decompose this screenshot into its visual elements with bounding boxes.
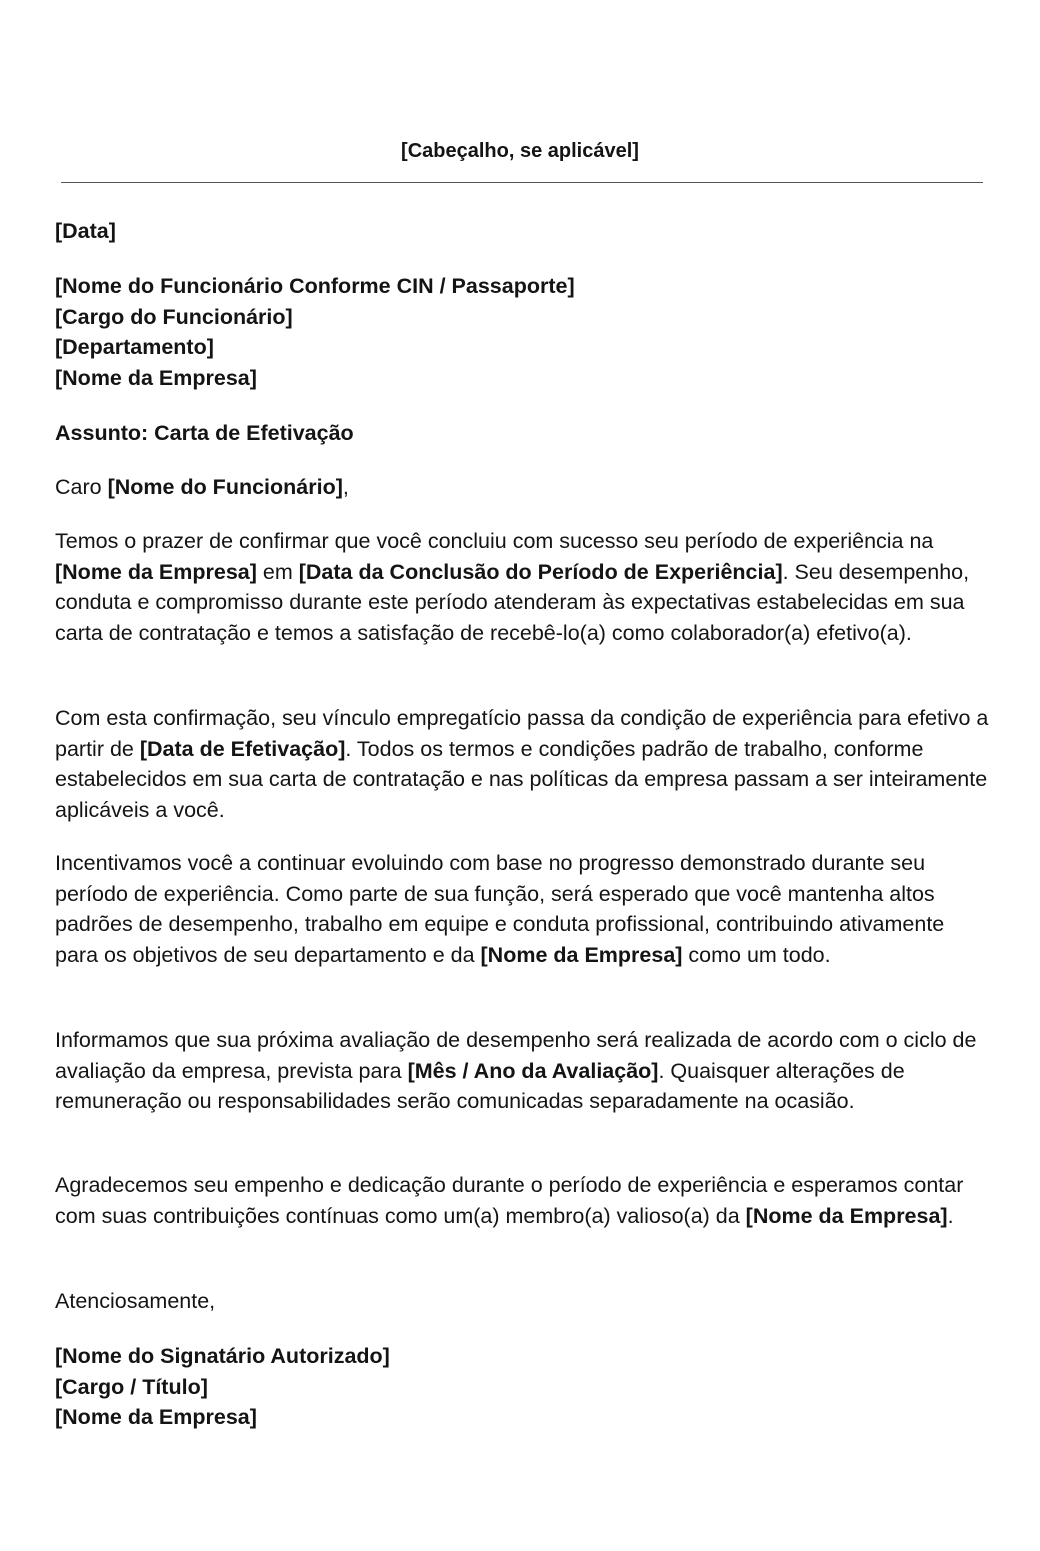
paragraph-evaluation (55, 1025, 990, 1117)
paragraph3-text-1: Incentivamos você a continuar evoluindo com base no progresso demonstrado durante seu período de experiência. Como parte de sua função, será esperado que você mantenha altos padrões de desempenho, trabalho em equipe e conduta profissional, contribuindo ativamente para os objetivos de seu departamento e da (55, 851, 945, 967)
paragraph2-text-2: . Todos os termos e condições padrão de trabalho, conforme estabelecidos em sua carta de contratação e nas políticas da empresa passam a ser inteiramente aplicáveis a você. (55, 736, 988, 822)
letter-header: [Cabeçalho, se aplicável] (401, 140, 639, 162)
salutation-name: [Nome do Funcionário] (107, 475, 343, 499)
recipient-company: [Nome da Empresa] (55, 365, 257, 390)
recipient-block (55, 271, 990, 393)
paragraph5-company: [Nome da Empresa] (745, 1203, 948, 1228)
signatory-title: [Cargo / Título] (55, 1374, 208, 1399)
paragraph1-text-3: . Seu desempenho, conduta e compromisso durante este período atenderam às expectativas estabelecidas em sua carta de contratação e temos a satisfação de recebê-lo(a) como colaborador(a) efetivo(a). (55, 559, 970, 645)
date-placeholder: [Data] (55, 219, 116, 243)
signatory-name: [Nome do Signatário Autorizado] (55, 1344, 390, 1368)
signature-block (55, 1341, 990, 1433)
signatory-company: [Nome da Empresa] (55, 1405, 257, 1429)
paragraph1-text-2: em (256, 559, 299, 584)
paragraph-effective-status (55, 703, 990, 825)
paragraph1-date: [Data da Conclusão do Período de Experiência] (298, 559, 783, 584)
paragraph4-text-2: . Quaisquer alterações de remuneração ou responsabilidades serão comunicadas separadamente na ocasião. (55, 1058, 905, 1113)
paragraph3-text-2: como um todo. (682, 942, 831, 967)
letter-subject (55, 418, 990, 449)
paragraph1-text-1: Temos o prazer de confirmar que você concluiu com sucesso seu período de experiência na (55, 529, 934, 553)
header-divider (61, 182, 983, 183)
paragraph2-date: [Data de Efetivação] (139, 736, 346, 761)
paragraph5-text-1: Agradecemos seu empenho e dedicação durante o período de experiência e esperamos contar com suas contribuições contínuas como um(a) membro(a) valioso(a) da (55, 1173, 964, 1228)
paragraph4-period: [Mês / Ano da Avaliação] (407, 1058, 659, 1083)
paragraph-probation-completed (55, 526, 990, 648)
paragraph-expectations (55, 848, 990, 970)
recipient-department: [Departamento] (55, 335, 214, 359)
paragraph3-company: [Nome da Empresa] (480, 942, 683, 967)
paragraph-thanks (55, 1170, 990, 1231)
salutation-suffix: , (342, 475, 349, 499)
letter-salutation (55, 472, 990, 503)
letter-date (55, 216, 990, 247)
paragraph5-text-2: . (947, 1203, 954, 1228)
paragraph2-text-1: Com esta confirmação, seu vínculo empregatício passa da condição de experiência para efetivo a partir de (55, 706, 989, 761)
paragraph1-company: [Nome da Empresa] (55, 559, 257, 584)
closing-text: Atenciosamente, (55, 1289, 216, 1313)
letter-closing (55, 1286, 990, 1317)
subject-text: Assunto: Carta de Efetivação (55, 421, 354, 445)
salutation-prefix: Caro (55, 475, 108, 499)
recipient-name: [Nome do Funcionário Conforme CIN / Passaporte] (55, 274, 575, 298)
paragraph4-text-1: Informamos que sua próxima avaliação de desempenho será realizada de acordo com o ciclo de avaliação da empresa, prevista para (55, 1028, 977, 1083)
recipient-position: [Cargo do Funcionário] (55, 304, 293, 329)
